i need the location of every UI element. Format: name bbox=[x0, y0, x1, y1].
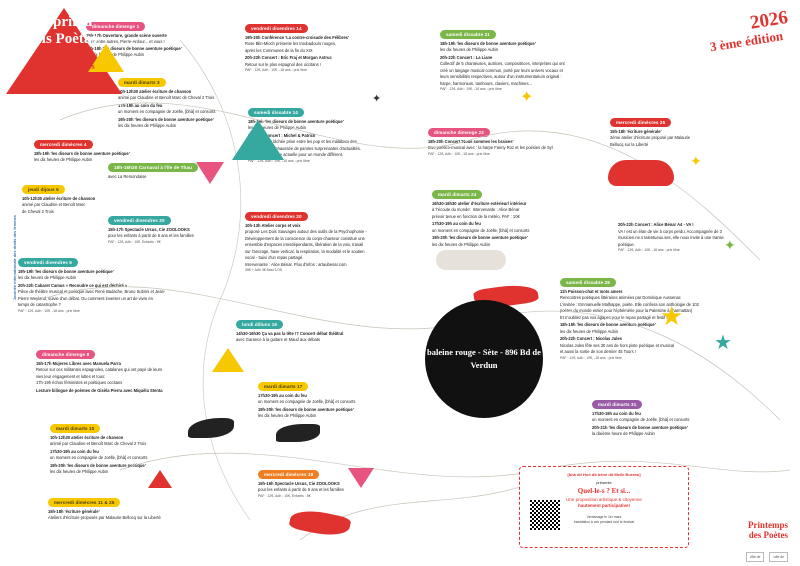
event-line: poétique. bbox=[618, 241, 635, 247]
event-line: 10h-12h30 atelier écriture de chanson bbox=[118, 88, 192, 94]
event-date-badge: mardi dimarts 24 bbox=[432, 190, 482, 199]
event-line: Rose Blin-Mioch présente les troubadours rouges, bbox=[245, 41, 337, 47]
event-date-badge: vendredi divendres 20 bbox=[245, 212, 308, 221]
bird-silhouette-1 bbox=[188, 418, 234, 438]
event-mar24[interactable] bbox=[432, 190, 612, 248]
partner-logos bbox=[746, 552, 788, 562]
event-date-badge: vendredi divendres 6 bbox=[18, 258, 78, 267]
event-price: PAF : 12€, Adh : 10€, -18 ans : prix libre bbox=[440, 87, 502, 92]
triangle-pink-1 bbox=[196, 162, 224, 184]
event-mar31[interactable] bbox=[592, 400, 762, 438]
event-price: PAF : 12€, Adh : 10€, -18 ans : prix libre bbox=[18, 308, 80, 313]
event-line: Et n'oubliez pas vos agapes pour le repas partagé et festif ! bbox=[560, 314, 668, 320]
event-line: L'invitée : Emmanuelle Malhappe, poète. Elle confiera son anthologie de 102 bbox=[560, 301, 699, 307]
triangle-red-2 bbox=[148, 470, 172, 488]
event-line: les dix heures de Philippe Aubin bbox=[50, 469, 109, 475]
event-line: 15h-18h 'écriture générale' bbox=[610, 128, 662, 134]
event-mer25[interactable] bbox=[610, 118, 740, 148]
event-line: les dix heures de Philippe Aubin bbox=[258, 413, 317, 419]
event-date-badge: mardi dimarts 3 bbox=[118, 78, 166, 87]
cloud-grey-1 bbox=[436, 250, 506, 270]
event-line: Développement de la conscience du corps-chanteur constitué une bbox=[245, 235, 365, 241]
event-line: après les Communes de la fin du XIX bbox=[245, 47, 313, 53]
event-line: animé par Claudine et Benoît Marc bbox=[22, 202, 86, 208]
event-line: 15h-16h Spectacle Ursus, Cie ZOOLOOKS bbox=[258, 480, 340, 486]
event-line: 10h-12h30 atelier écriture de chanson bbox=[22, 195, 96, 201]
promo-footer2: installation à voir pendant tout le festival bbox=[573, 519, 635, 524]
partner-logo-2: ville de bbox=[769, 552, 788, 562]
poster-subtitle: du 1er au 31 mars bbox=[29, 60, 95, 71]
event-line: 17h-19h échos féministes et poétiques occitans bbox=[36, 380, 123, 386]
event-date-badge: samedi dissabte 28 bbox=[560, 278, 616, 287]
event-line: 19h-19h 'les diseurs de bonne aventure poétique' bbox=[18, 268, 114, 274]
event-line: Intervenante : Alice Bénar. Plus d'infos : artaubenar.com bbox=[245, 261, 347, 267]
event-line: les dix heures de Philippe Aubin bbox=[18, 275, 77, 281]
event-line: 2ème atelier d'écriture proposé par Malaurie bbox=[610, 135, 691, 141]
event-line: poètes du monde entier pour l'éphémérie pour la Palestine à l'harmattan) bbox=[560, 308, 693, 314]
logo-line2: des Poètes bbox=[748, 529, 788, 540]
event-line: 20h-22h Concert : La Liane bbox=[440, 54, 493, 60]
star-green-1: ✦ bbox=[724, 237, 736, 253]
event-line: musicien.ne.s talentueux.ses, elle nous invite à une transe bbox=[618, 235, 724, 241]
event-ven6[interactable] bbox=[18, 258, 218, 315]
event-lun16[interactable] bbox=[236, 320, 416, 344]
event-date-badge: mardi dimarts 31 bbox=[592, 400, 642, 409]
event-date-badge: dimanche dimenge 1 bbox=[86, 22, 145, 31]
event-line: 17h30-19h au coin du feu bbox=[432, 221, 481, 227]
event-line: temps de catastrophe ? bbox=[18, 302, 61, 308]
event-line: un moment en compagnie de Joëlle, [bhà] et consorts bbox=[592, 417, 690, 423]
event-line: Lecture bilingue de poèmes de Gisèla Pierra avec Miquèla Stenta bbox=[36, 387, 163, 393]
promo-footer1: Vernissage le 1er mars bbox=[586, 515, 622, 520]
event-line: un moment en compagnie de Joëlle, [bhà] et consorts bbox=[118, 109, 216, 115]
event-line: à 'l'écoute du monde'. Intervenante : Alice Bénar bbox=[432, 207, 520, 213]
event-date-badge: mercredi dimècres 18 bbox=[258, 470, 319, 479]
event-line: 19h-20h 'les diseurs de bonne aventure poétique' bbox=[432, 235, 528, 241]
event-line: 16h30-16h30 atelier d'écriture extérieur/ intérieur bbox=[432, 200, 527, 206]
event-date-badge: lundi dilluns 16 bbox=[236, 320, 283, 329]
event-line: 18h-19h 'les diseurs de bonne aventure poétique' bbox=[560, 322, 656, 328]
event-line: 18h-19h 'les diseurs de bonne aventure poétique' bbox=[34, 150, 130, 156]
event-line: sur l'ancrage, haxe vertical, la respiration, la modalité et le soutien bbox=[245, 248, 365, 254]
event-line: 17h30-19h au coin du feu bbox=[592, 410, 641, 416]
event-line: ensemble d'espaces interdépendants, libération de la voix, travail bbox=[245, 242, 364, 248]
event-date-badge: samedi dissabte 21 bbox=[440, 30, 496, 39]
event-line: les dix heures de Philippe Aubin bbox=[432, 241, 491, 247]
event-line: prévoir tenue en fonction de la météo. PAF : 10€ bbox=[432, 213, 520, 219]
star-teal-1: ★ bbox=[714, 332, 732, 354]
koi-fish-red-1 bbox=[288, 506, 351, 540]
poster-year: 2026 bbox=[748, 6, 790, 34]
event-date-badge: mercredi dimècres 4 bbox=[34, 140, 93, 149]
event-line: un moment en compagnie de Joëlle, [bhà] et consorts bbox=[50, 455, 148, 461]
event-line: 10h-12h30 atelier écriture de chanson bbox=[50, 434, 124, 440]
event-line: 17h-18h 'les diseurs de bonne aventure poétique' bbox=[86, 45, 182, 51]
event-line: 15h-17h Spectacle Ursus, Cie ZOOLOOKS bbox=[108, 226, 190, 232]
event-price: PAF : 12€, Adh : 10€, Enfants : 5€ bbox=[258, 493, 311, 498]
event-line: 17h30-19h au coin du feu bbox=[50, 448, 99, 454]
event-alice-benar[interactable] bbox=[618, 222, 788, 254]
event-line: vocal - Suivi d'un repas partagé. bbox=[245, 255, 304, 261]
logo-line1: Printemps bbox=[748, 520, 788, 531]
event-date-badge: mardi dimarts 10 bbox=[50, 424, 100, 433]
partner-logo-1: ville de bbox=[746, 552, 765, 562]
event-line: 14h30-16h30 Ça va pas la tête !? Concert débat théâtral bbox=[236, 330, 344, 336]
event-date-badge: mardi dimarts 17 bbox=[258, 382, 308, 391]
event-line: de Cheval 2 Trois bbox=[22, 208, 54, 214]
event-date-badge: mercredi dimècres 25 bbox=[610, 118, 671, 127]
cloud-red-1 bbox=[608, 160, 674, 186]
event-line: 19h-20h 'les diseurs de bonne aventure poétique' bbox=[50, 462, 146, 468]
event-ven20-atelier[interactable] bbox=[245, 212, 415, 274]
event-line: 15h-17h Ouverture, grande scène ouverte bbox=[86, 32, 167, 38]
event-line: Nicolas Jules fête ses 30 ans de hors piste poétique et musical bbox=[560, 342, 675, 348]
triangle-yellow-2 bbox=[212, 348, 244, 372]
event-line: les dix heures de Philippe Aubin bbox=[34, 157, 93, 163]
event-date-badge: 18h-16h30 Carnaval à l'île de Thau bbox=[108, 163, 198, 172]
bird-silhouette-2 bbox=[276, 424, 320, 442]
star-yellow-2: ✦ bbox=[690, 153, 702, 169]
promo-line2: hautement participative! bbox=[577, 503, 630, 509]
event-line: un moment en compagnie de Joëlle, [bhà] et consorts bbox=[258, 399, 356, 405]
event-line: les dix heures de Philippe Aubin bbox=[86, 52, 145, 58]
poster-title bbox=[8, 14, 116, 72]
event-line: Une musique lâchée prise entre les pop et les malabars des bbox=[248, 139, 357, 145]
event-line: 20h-22h Concert : Michel & Patrick bbox=[248, 132, 316, 138]
event-line: un moment en compagnie de Joëlle, [bhà] et consorts bbox=[432, 227, 530, 233]
event-price: PAF : 12€, Adh : 10€, -18 ans : prix libre bbox=[248, 158, 310, 163]
event-date-badge: dimanche dimenge 8 bbox=[36, 350, 95, 359]
event-line: pour les enfants à partir de 6 ans et les familles bbox=[108, 233, 194, 239]
event-line: Pièce de théâtre musical et poétique avec René Badache, Bruno Subrini et Jean- bbox=[18, 289, 166, 295]
event-date-badge: vendredi divendres 20 bbox=[108, 216, 171, 225]
event-line: 20h-21h 'les diseurs de bonne aventure poétique' bbox=[592, 424, 688, 430]
event-line: 11h Poisson-chat et mots amers bbox=[560, 288, 623, 294]
event-line: avec La Remondaise bbox=[108, 173, 147, 179]
event-mer1125[interactable] bbox=[48, 498, 248, 522]
event-line: 19h-20h Conférence 'La contre-croisade des Félibres' bbox=[245, 34, 349, 40]
vertical-women-rights-label: Journée internationale des droits des femmes bbox=[12, 215, 17, 300]
event-line: Retour sur ces militantes espagnoles, catalanes qui ont payé de leurs bbox=[36, 367, 163, 373]
event-line: Ateliers d'écriture proposés par Malaurie Bellocq sur la Liberté bbox=[48, 515, 161, 521]
event-jeu5[interactable] bbox=[22, 185, 162, 215]
event-line: Chanson française actuelle pour un monde différent. bbox=[248, 152, 344, 158]
event-date-badge: samedi dissabte 14 bbox=[248, 108, 304, 117]
event-ven14[interactable] bbox=[245, 24, 405, 74]
event-mer18[interactable] bbox=[258, 470, 418, 500]
triangle-pink-2 bbox=[348, 468, 374, 488]
promo-title: Quel-le-s ? Et si... bbox=[577, 487, 631, 496]
event-line: pour les enfants à partir de 6 ans et les familles bbox=[258, 487, 344, 493]
event-line: 17h-18h au coin du feu bbox=[118, 102, 163, 108]
event-line: 10h-13h Atelier corps et voix bbox=[245, 222, 301, 228]
event-ven20-ursus[interactable] bbox=[108, 216, 258, 246]
event-price: PAF : 12€, Adh : 10€, -18 ans : prix libre bbox=[245, 68, 307, 73]
event-line: Collectif de 5 chanteuses, autrices, compositrices, interprètes qui ont bbox=[440, 61, 565, 67]
event-price: PAF : 12€, Adh : 10€, Enfants : 5€ bbox=[108, 239, 161, 244]
event-line: 18h-19h 'les diseurs de bonne aventure poétique' bbox=[248, 118, 344, 124]
event-line: 20h-22h Cabaret Camus « Recoudre ce qui est déchiré » bbox=[18, 282, 128, 288]
event-line: leurs sensibilités respectives, autour d'un instrumentarium original : bbox=[440, 74, 562, 80]
event-line: 17h30-19h au coin du feu bbox=[258, 392, 307, 398]
event-line: les dix heures de Philippe Aubin bbox=[440, 47, 499, 53]
event-line: VA ! est un élan de vie à corps perdu. Accompagnée de 3 bbox=[618, 228, 722, 234]
event-mer4[interactable] bbox=[34, 140, 174, 164]
poster-edition: 3 ème édition bbox=[709, 28, 785, 55]
promo-line1: Une proposition artistique & citoyenne bbox=[566, 497, 642, 503]
event-date-badge: jeudi dijous 5 bbox=[22, 185, 65, 194]
event-line: 19h-20h 'les diseurs de bonne aventure poétique' bbox=[118, 116, 214, 122]
event-price: 35€ + Adh 3€ Asso LOS bbox=[245, 268, 283, 273]
event-line: harpe, harmonium, tambours, claviers, machines... bbox=[440, 80, 532, 86]
event-line: créé un langage musical commun, porté par leurs univers vocaux et bbox=[440, 67, 563, 73]
event-price: PAF : 12€, Adh : 10€, -18 ans : prix libre bbox=[618, 248, 680, 253]
event-line: les dix heures de Philippe Aubin bbox=[248, 125, 307, 131]
event-line: 15h-17h Mujeres Libres avec Manuela Parra bbox=[36, 360, 121, 366]
event-dim22[interactable] bbox=[428, 128, 608, 158]
event-line: Pierre Weyland, suivie d'un débat. Ou comment inventer un art de vivre en bbox=[18, 295, 153, 301]
triangle-teal-1 bbox=[232, 120, 284, 160]
qr-code[interactable] bbox=[528, 498, 562, 532]
event-line: 20h-22h Concert : Eric Fraj et Morgan Astruc bbox=[245, 55, 332, 61]
event-line: 18h-20h Concert 'Nous sommes les braises' bbox=[428, 138, 514, 144]
event-line: vies leur engagement et luttes et tous: bbox=[36, 373, 106, 379]
event-line: années 1990, rehaussée de paroles surprenantes d'actualités. bbox=[248, 145, 361, 151]
event-line: Bellocq sur la Liberté bbox=[610, 141, 649, 147]
event-line: animé par Claudine et Benoît Marc de Cheval 2 Trois bbox=[118, 95, 215, 101]
event-line: Duo poético-musical avec : la harpe Fanny Roz et les poésies de Syl bbox=[428, 145, 553, 151]
promo-presents: présente bbox=[596, 480, 612, 486]
event-date-badge: mercredi dimècres 11 & 25 bbox=[48, 498, 120, 507]
event-line: 20h-22h Concert : Nicolas Jules bbox=[560, 336, 622, 342]
title-line1: La prima bbox=[31, 14, 93, 30]
event-line: et aussi la sortie de son dernier 45 Tours ! bbox=[560, 349, 636, 355]
venue-circle: baleine rouge - Sète - 896 Bd de Verdun bbox=[425, 300, 543, 418]
event-line: 19h-20h 'les diseurs de bonne aventure poétique' bbox=[258, 406, 354, 412]
event-line: Avec entre autres, Pierre-Ardour... et vous ! bbox=[86, 39, 165, 45]
event-line: avec Garance à la guitare et Maud aux débats bbox=[236, 337, 320, 343]
event-line: Rencontres poétiques littéraires animées par Dominique Aussenac bbox=[560, 295, 681, 301]
event-sam21[interactable] bbox=[440, 30, 620, 93]
event-line: Retour sur le plus espagnol des occitans ! bbox=[245, 61, 322, 67]
star-yellow-3: ★ bbox=[660, 301, 684, 331]
star-dark-1: ✦ bbox=[372, 93, 382, 105]
event-mar17[interactable] bbox=[258, 382, 418, 420]
star-yellow-1: ✦ bbox=[520, 89, 534, 106]
printemps-des-poetes-logo bbox=[748, 521, 788, 540]
event-date-badge: dimanche dimenge 22 bbox=[428, 128, 490, 137]
event-line: 15h-18h 'écriture générale' bbox=[48, 508, 100, 514]
promo-bracket: [bhà dit Hoô dit bénè dit Melle Bureau] bbox=[567, 472, 641, 477]
event-line: proposé Les Dois Sauvages autour des outils de la Psychophonie - bbox=[245, 229, 367, 235]
event-line: animé par Claudine et Benoît Marc de Cheval 2 Trois bbox=[50, 441, 147, 447]
event-price: PAF : 12€, Adh : 10€, -18 ans : prix libre bbox=[560, 355, 622, 360]
event-line: 20h-22h Concert : Alice Bénar A4 - VA ! bbox=[618, 222, 694, 227]
event-dim8[interactable] bbox=[36, 350, 236, 394]
event-price: PAF : 12€, Adh : 10€, -18 ans : prix libre bbox=[428, 151, 490, 156]
event-line: les dix heures de Philippe Aubin bbox=[118, 123, 177, 129]
event-line: la dixième heure de Philippe Aubin bbox=[592, 431, 655, 437]
event-date-badge: vendredi divendres 14 bbox=[245, 24, 308, 33]
event-line: 18h-19h 'les diseurs de bonne aventure poétique' bbox=[440, 40, 536, 46]
title-line2: dels Poètas bbox=[26, 31, 98, 48]
event-line: les dix heures de Philippe Aubin bbox=[560, 328, 619, 334]
